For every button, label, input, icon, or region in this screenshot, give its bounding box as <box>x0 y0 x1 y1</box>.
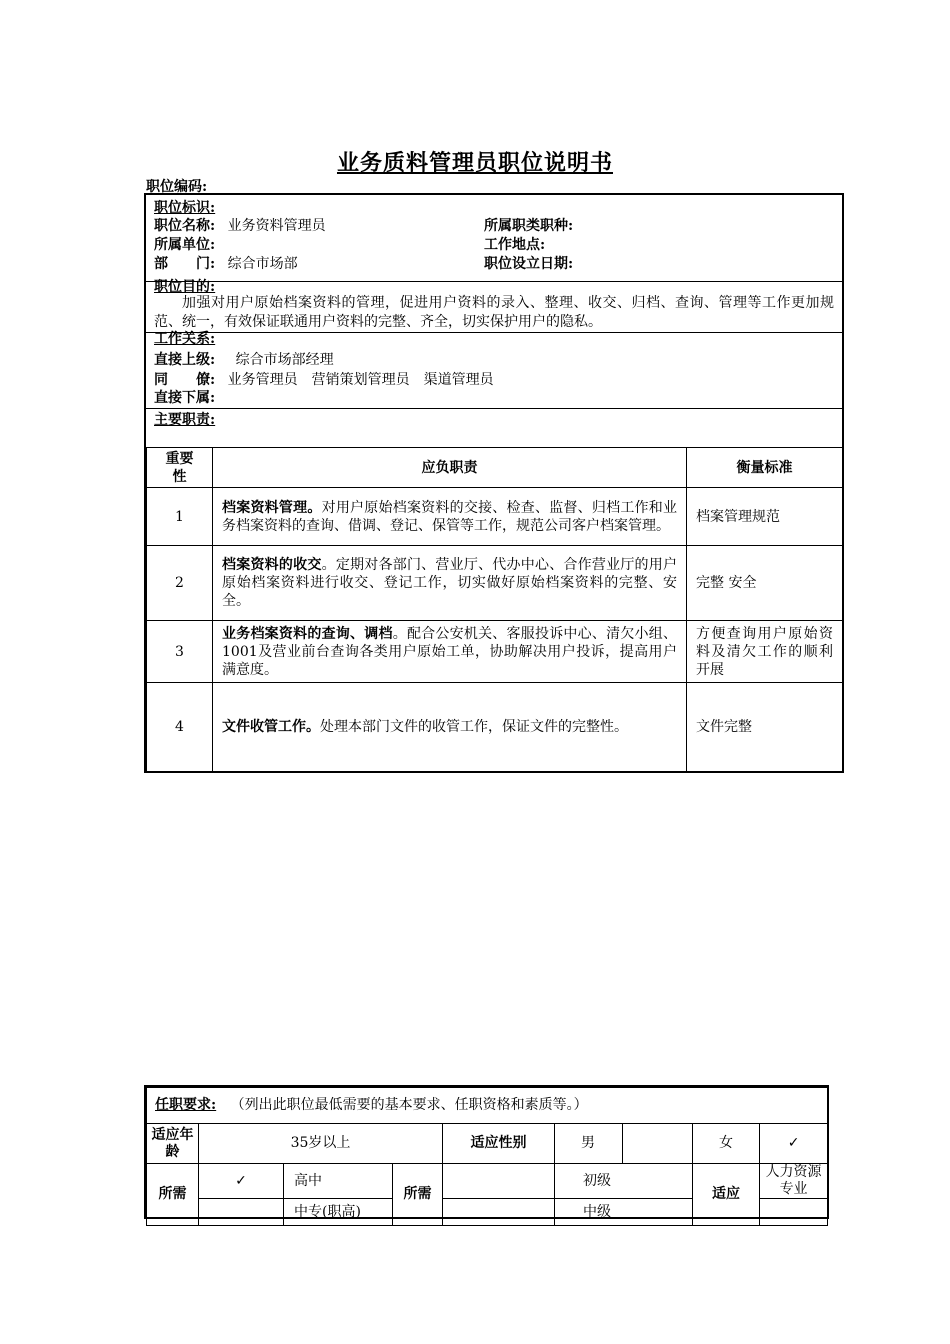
job-description-form <box>144 193 844 773</box>
duty-title: 文件收管工作。 <box>222 719 320 735</box>
position-name-label: 职位名称: <box>154 218 216 234</box>
importance-header: 重要性 <box>147 448 213 488</box>
level-mid-check-cell <box>443 1199 555 1226</box>
required-label-a: 所需 <box>147 1164 199 1226</box>
peer-row <box>154 371 494 389</box>
requirements-header: 任职要求: <box>155 1097 217 1113</box>
relations-header: 工作关系: <box>154 331 216 347</box>
requirements-table <box>144 1085 829 1219</box>
duty-text: 。配合公安机关、客服投诉中心、清欠小组、1001及营业前台查询各类用户原始工单，协助解决用户投诉，提高用户满意度。 <box>222 625 678 678</box>
duty-text: 对用户原始档案资料的交接、检查、监督、归档工作和业务档案资料的查询、借调、登记、保管等工作，规范公司客户档案管理。 <box>222 499 678 534</box>
row-number: 3 <box>147 621 213 683</box>
superior-value: 综合市场部经理 <box>235 352 334 368</box>
level-mid-label: 中级 <box>555 1199 693 1226</box>
fit-label: 适应 <box>693 1164 760 1226</box>
level-junior-check-cell <box>443 1164 555 1199</box>
standard-header: 衡量标准 <box>687 448 843 488</box>
standard-cell: 档案管理规范 <box>687 488 843 546</box>
department-label: 部 门: <box>154 256 216 272</box>
duties-header: 主要职责: <box>154 412 216 428</box>
superior-label: 直接上级: <box>154 352 216 368</box>
identity-header: 职位标识: <box>154 200 216 216</box>
age-value: 35岁以上 <box>199 1124 443 1164</box>
department-value: 综合市场部 <box>227 256 298 272</box>
table-row <box>147 621 843 683</box>
required-label-b: 所需 <box>393 1164 443 1226</box>
gender-label: 适应性别 <box>443 1124 555 1164</box>
major-label: 人力资源专业 <box>760 1164 828 1199</box>
requirements-header-cell <box>147 1088 828 1124</box>
vocational-label: 中专(职高) <box>284 1199 393 1226</box>
duty-title: 档案资料管理。 <box>222 499 322 516</box>
duty-header: 应负职责 <box>213 448 687 488</box>
female-label: 女 <box>693 1124 760 1164</box>
position-name-row <box>154 217 326 235</box>
female-check-icon: ✓ <box>760 1124 828 1164</box>
standard-cell: 完整 安全 <box>687 546 843 621</box>
standard-cell: 方便查询用户原始资料及清欠工作的顺利开展 <box>687 621 843 683</box>
duty-cell <box>213 621 687 683</box>
setup-date-label: 职位设立日期: <box>484 256 574 272</box>
major-value-cell <box>760 1199 828 1226</box>
purpose-section <box>146 279 842 333</box>
category-label: 所属职类职种: <box>484 218 574 234</box>
level-junior-label: 初级 <box>555 1164 693 1199</box>
age-gender-row <box>147 1124 828 1164</box>
table-row <box>147 683 843 772</box>
relations-section <box>146 333 842 409</box>
position-code-label: 职位编码: <box>146 179 208 195</box>
location-label: 工作地点: <box>484 237 546 253</box>
purpose-text: 加强对用户原始档案资料的管理，促进用户资料的录入、整理、收交、归档、查询、管理等工作更加规范、统一，有效保证联通用户资料的完整、齐全，切实保护用户的隐私。 <box>154 295 834 330</box>
department-row <box>154 255 298 273</box>
row-number: 4 <box>147 683 213 772</box>
page-title: 业务质料管理员职位说明书 <box>336 150 613 176</box>
requirements-header-row <box>147 1088 828 1124</box>
duties-table <box>146 447 843 772</box>
age-label: 适应年龄 <box>147 1124 199 1164</box>
identity-section <box>146 195 842 282</box>
superior-row <box>154 351 334 369</box>
duty-title: 档案资料的收交 <box>222 557 322 573</box>
unit-label: 所属单位: <box>154 237 216 253</box>
peer-label: 同 僚: <box>154 372 216 388</box>
table-row <box>147 488 843 546</box>
subordinate-label: 直接下属: <box>154 390 216 406</box>
duty-cell <box>213 488 687 546</box>
purpose-header: 职位目的: <box>154 279 216 295</box>
high-school-label: 高中 <box>284 1164 393 1199</box>
peer-value: 业务管理员 营销策划管理员 渠道管理员 <box>227 372 494 388</box>
duty-text: 处理本部门文件的收管工作，保证文件的完整性。 <box>320 719 628 735</box>
duties-header-row <box>147 448 843 488</box>
duty-cell <box>213 683 687 772</box>
row-number: 1 <box>147 488 213 546</box>
row-number: 2 <box>147 546 213 621</box>
vocational-check-cell <box>199 1199 284 1226</box>
requirements-note: （列出此职位最低需要的基本要求、任职资格和素质等。） <box>230 1097 588 1113</box>
high-school-check-icon: ✓ <box>199 1164 284 1199</box>
standard-cell: 文件完整 <box>687 683 843 772</box>
duty-text: 。定期对各部门、营业厅、代办中心、合作营业厅的用户原始档案资料进行收交、登记工作，切实做好原始档案资料的完整、安全。 <box>222 557 678 609</box>
position-name-value: 业务资料管理员 <box>227 218 326 234</box>
table-row <box>147 546 843 621</box>
duty-title: 业务档案资料的查询、调档 <box>222 625 393 642</box>
male-label: 男 <box>555 1124 623 1164</box>
education-row-1 <box>147 1164 828 1199</box>
male-check-cell <box>623 1124 693 1164</box>
duty-cell <box>213 546 687 621</box>
